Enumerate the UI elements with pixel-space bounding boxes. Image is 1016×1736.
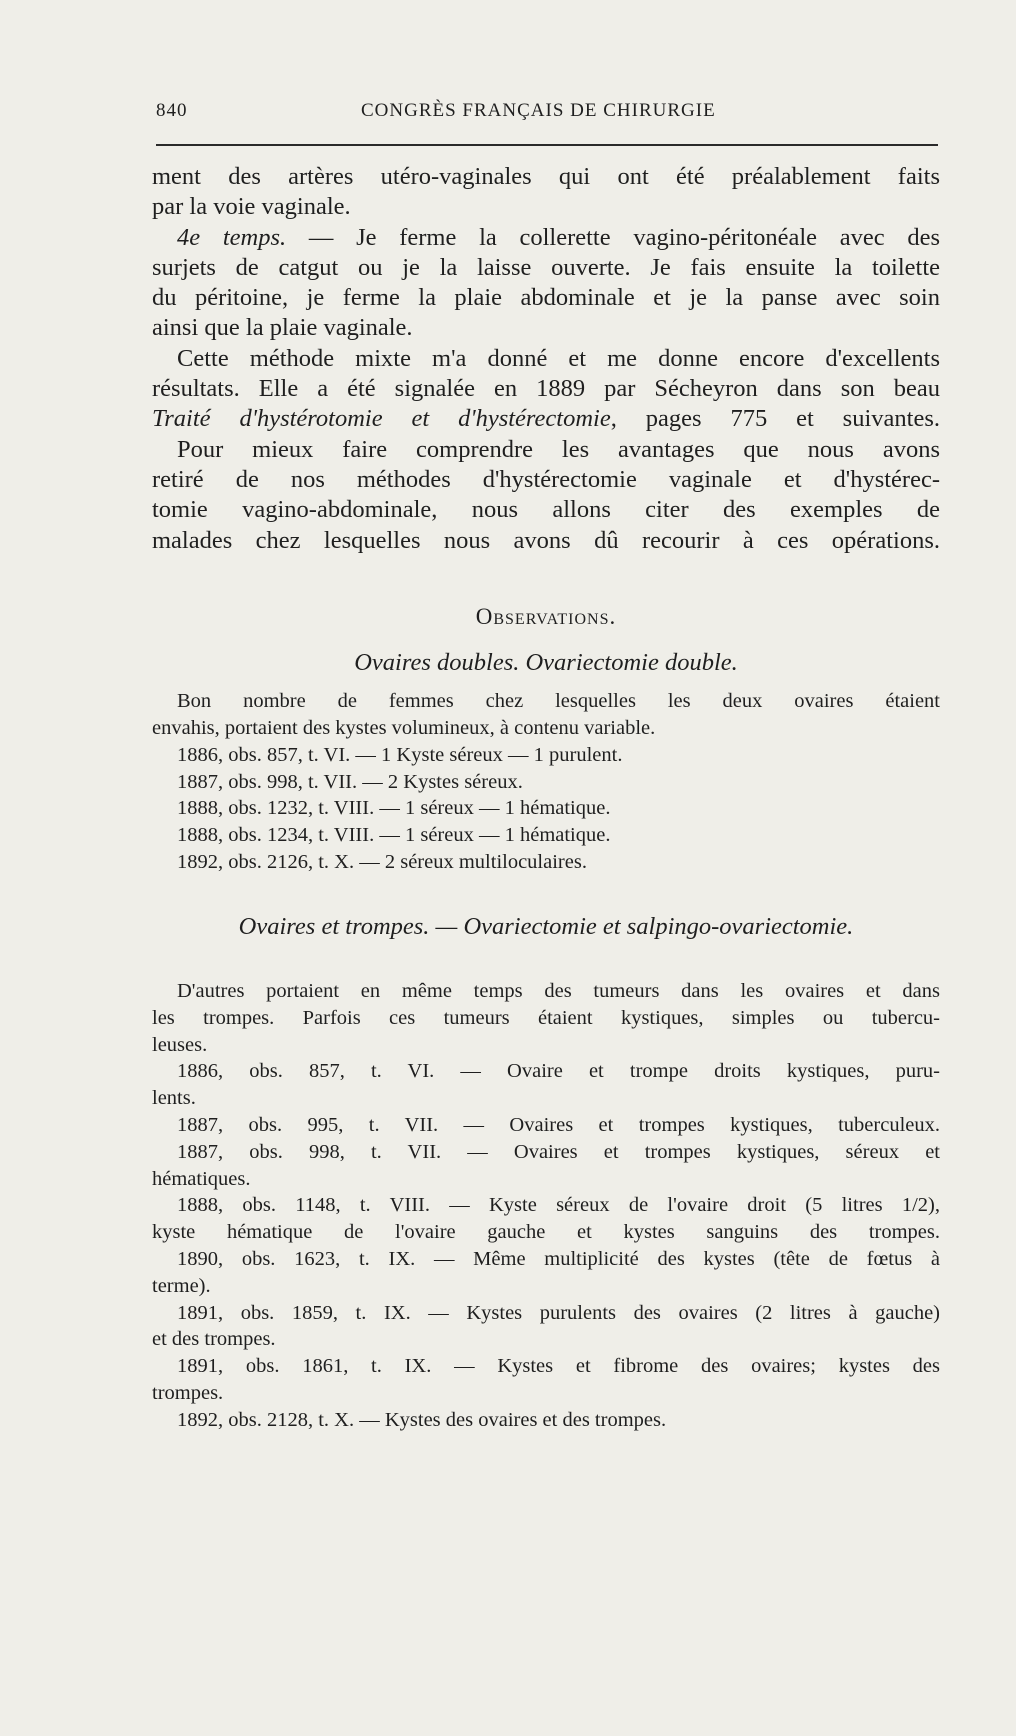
text-line: D'autres portaient en même temps des tumeurs dans les ovaires et dans xyxy=(177,980,940,1003)
text-line: Cette méthode mixte m'a donné et me donne encore d'excellents xyxy=(177,344,940,372)
section-title-ovaires-trompes xyxy=(152,912,940,942)
text-line: ment des artères utéro-vaginales qui ont été préalablement faits xyxy=(152,163,940,190)
text-line xyxy=(152,223,940,253)
text-line: trompes. xyxy=(152,1381,224,1404)
observation-item: 1888, obs. 1232, t. VIII. — 1 séreux — 1 hématique. xyxy=(177,797,611,820)
header-rule xyxy=(156,144,938,146)
intro-text xyxy=(152,162,940,556)
section-title-ovaires-doubles: Ovaires doubles. Ovariectomie double. xyxy=(354,648,738,676)
observation-item: 1888, obs. 1148, t. VIII. — Kyste séreux de l'ovaire droit (5 litres 1/2), xyxy=(177,1194,940,1217)
observation-item: 1887, obs. 995, t. VII. — Ovaires et trompes kystiques, tuberculeux. xyxy=(177,1114,940,1137)
title-part: Ovaires et trompes. xyxy=(238,912,430,940)
text-line: hématiques. xyxy=(152,1167,251,1190)
observation-item: 1891, obs. 1861, t. IX. — Kystes et fibrome des ovaires; kystes des xyxy=(177,1355,940,1378)
text-line: Bon nombre de femmes chez lesquelles les deux ovaires étaient xyxy=(177,690,940,713)
observation-item: 1888, obs. 1234, t. VIII. — 1 séreux — 1 hématique. xyxy=(177,824,611,847)
step-label: 4e temps. xyxy=(177,223,287,251)
observation-item: 1886, obs. 857, t. VI. — Ovaire et trompe droits kystiques, puru- xyxy=(177,1060,940,1083)
observation-item: 1891, obs. 1859, t. IX. — Kystes purulents des ovaires (2 litres à gauche) xyxy=(177,1301,940,1324)
text-line: kyste hématique de l'ovaire gauche et kystes sanguins des trompes. xyxy=(152,1221,940,1244)
page-body xyxy=(152,162,940,1434)
text-line: lents. xyxy=(152,1087,196,1110)
running-title: CONGRÈS FRANÇAIS DE CHIRURGIE xyxy=(361,100,716,121)
text-line: Pour mieux faire comprendre les avantages que nous avons xyxy=(177,435,940,463)
text-fragment: , pages 775 et suivantes. xyxy=(610,405,940,433)
text-line: retiré de nos méthodes d'hystérectomie vaginale et d'hystérec- xyxy=(152,465,940,493)
observation-item: 1887, obs. 998, t. VII. — 2 Kystes séreux. xyxy=(177,770,523,793)
book-title: Traité d'hystérotomie et d'hystérectomie xyxy=(152,405,611,433)
text-line: et des trompes. xyxy=(152,1328,276,1351)
text-line: malades chez lesquelles nous avons dû recourir à ces opérations. xyxy=(152,526,940,554)
text-line: terme). xyxy=(152,1274,211,1297)
text-line: résultats. Elle a été signalée en 1889 par Sécheyron dans son beau xyxy=(152,375,940,403)
text-line: du péritoine, je ferme la plaie abdominale et je la panse avec soin xyxy=(152,284,940,312)
text-line: ainsi que la plaie vaginale. xyxy=(152,314,413,342)
text-line: par la voie vaginale. xyxy=(152,193,351,221)
page-number: 840 xyxy=(156,100,188,121)
text-line: envahis, portaient des kystes volumineux, à contenu variable. xyxy=(152,716,656,739)
section-ovaires-trompes xyxy=(152,978,940,1434)
observation-item: 1890, obs. 1623, t. IX. — Même multiplicité des kystes (tête de fœtus à xyxy=(177,1248,940,1270)
text-fragment: — Je ferme la collerette vagino-péritonéale avec des xyxy=(286,223,940,251)
text-line: surjets de catgut ou je la laisse ouverte. Je fais ensuite la toilette xyxy=(152,253,940,281)
text-line: les trompes. Parfois ces tumeurs étaient kystiques, simples ou tubercu- xyxy=(152,1006,940,1029)
section-ovaires-doubles xyxy=(152,688,940,876)
observation-item: 1892, obs. 2126, t. X. — 2 séreux multiloculaires. xyxy=(177,850,587,873)
title-part: — Ovariectomie et salpingo-ovariectomie. xyxy=(429,912,854,940)
text-line: leuses. xyxy=(152,1033,208,1056)
observation-item: 1886, obs. 857, t. VI. — 1 Kyste séreux — 1 purulent. xyxy=(177,743,623,766)
observations-heading: Observations. xyxy=(475,603,617,629)
observation-item: 1892, obs. 2128, t. X. — Kystes des ovaires et des trompes. xyxy=(177,1408,667,1431)
text-line xyxy=(152,404,940,434)
text-line: tomie vagino-abdominale, nous allons citer des exemples de xyxy=(152,496,940,524)
observation-item: 1887, obs. 998, t. VII. — Ovaires et trompes kystiques, séreux et xyxy=(177,1140,940,1163)
